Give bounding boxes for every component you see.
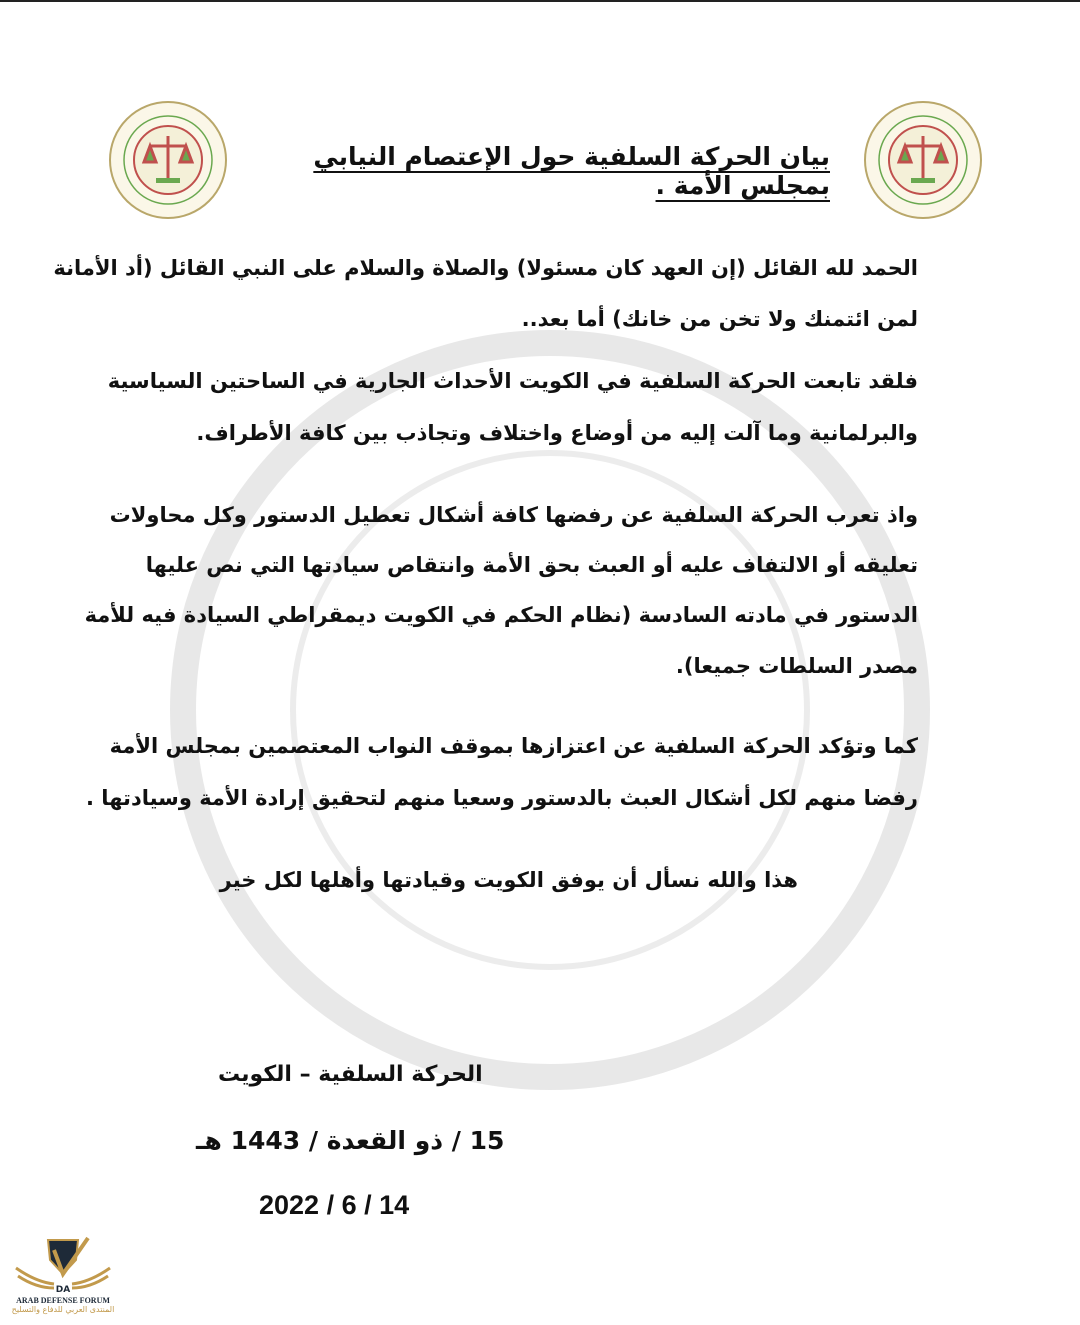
salafi-movement-logo-right [861, 98, 985, 222]
arab-defense-forum-watermark [4, 1234, 122, 1324]
salafi-movement-logo-left [106, 98, 230, 222]
gregorian-date: 2022 / 6 / 14 [259, 1190, 410, 1220]
signature: الحركة السلفية – الكويت [218, 1062, 483, 1087]
body-line: والبرلمانية وما آلت إليه من أوضاع واختلاف وتجاذب بين كافة الأطراف. [196, 421, 918, 445]
closing-line: هذا والله نسأل أن يوفق الكويت وقيادتها وأهلها لكل خير [219, 868, 798, 892]
forum-name-ar: المنتدى العربي للدفاع والتسليح [11, 1305, 115, 1314]
body-line: كما وتؤكد الحركة السلفية عن اعتزازها بموقف النواب المعتصمين بمجلس الأمة [109, 734, 918, 758]
forum-initials: DA [55, 1285, 71, 1294]
body-line: واذ تعرب الحركة السلفية عن رفضها كافة أشكال تعطيل الدستور وكل محاولات [109, 503, 918, 527]
body-line: فلقد تابعت الحركة السلفية في الكويت الأحداث الجارية في الساحتين السياسية [107, 369, 918, 393]
body-line: رفضا منهم لكل أشكال العبث بالدستور وسعيا منهم لتحقيق إرادة الأمة وسيادتها . [86, 786, 918, 810]
stamp-watermark-inner [290, 450, 810, 970]
body-line: مصدر السلطات جميعا). [675, 654, 918, 678]
forum-shield-icon [8, 1234, 118, 1294]
forum-name-en: ARAB DEFENSE FORUM [16, 1296, 110, 1305]
body-line: لمن ائتمنك ولا تخن من خانك) أما بعد.. [521, 307, 918, 331]
hijri-date: 15 / ذو القعدة / 1443 هـ [196, 1126, 505, 1155]
body-line: تعليقه أو الالتفاف عليه أو العبث بحق الأمة وانتقاص سيادتها التي نص عليها [145, 553, 918, 577]
body-line: الدستور في مادته السادسة (نظام الحكم في الكويت ديمقراطي السيادة فيه للأمة [84, 603, 918, 627]
body-line: الحمد لله القائل (إن العهد كان مسئولا) والصلاة والسلام على النبي القائل (أد الأمانة [53, 256, 918, 280]
top-border [0, 0, 1080, 2]
statement-title: بيان الحركة السلفية حول الإعتصام النيابي بمجلس الأمة . [313, 142, 830, 200]
